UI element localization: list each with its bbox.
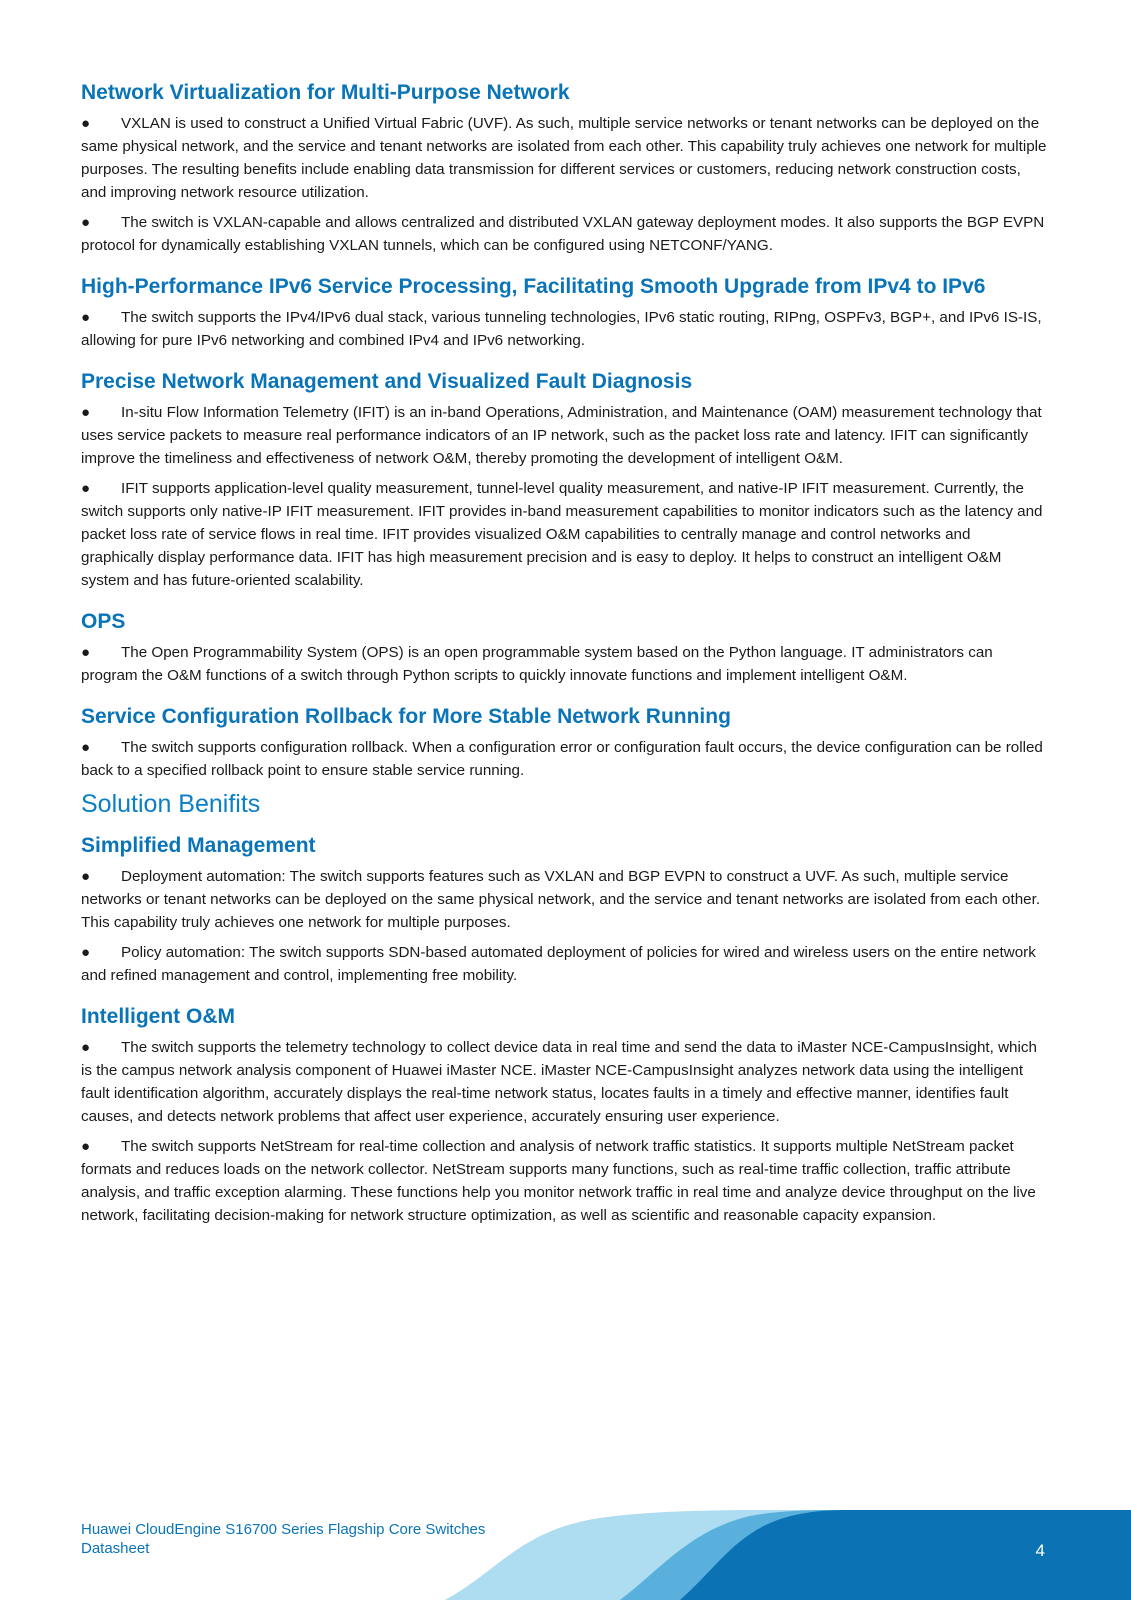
solution-benefits-title: Solution Benifits — [81, 790, 261, 818]
bullet-paragraph: ● The switch is VXLAN-capable and allows centralized and distributed VXLAN gateway deployment modes. It also supports the BGP EVPN protocol for dynamically establishing VXLAN tunnels, which can be configured using NETCONF/YANG. — [81, 211, 1047, 257]
section-intelligent-om — [81, 1004, 1047, 1227]
section-ops — [81, 609, 1047, 687]
section-heading: Simplified Management — [81, 834, 316, 857]
bullet-icon: ● — [81, 404, 91, 421]
bullet-icon: ● — [81, 739, 91, 756]
bullet-paragraph: ● The switch supports configuration rollback. When a configuration error or configuration fault occurs, the device configuration can be rolled back to a specified rollback point to ensure stable service running. — [81, 736, 1047, 782]
section-ipv6 — [81, 274, 1047, 352]
bullet-paragraph: ● VXLAN is used to construct a Unified Virtual Fabric (UVF). As such, multiple service networks or tenant networks can be deployed on the same physical network, and the service and tenant networks are isolated from each other. This capability truly achieves one network for multiple purposes. The resulting benefits include enabling data transmission for different services or customers, reducing network construction costs, and improving network resource utilization. — [81, 112, 1047, 204]
section-simplified-management — [81, 833, 1047, 987]
bullet-icon: ● — [81, 1039, 91, 1056]
section-network-virtualization — [81, 80, 1047, 257]
bullet-icon: ● — [81, 1138, 91, 1155]
section-heading: Intelligent O&M — [81, 1005, 235, 1028]
section-config-rollback — [81, 704, 1047, 782]
section-heading: OPS — [81, 610, 126, 633]
bullet-icon: ● — [81, 214, 91, 231]
bullet-paragraph: ● Policy automation: The switch supports SDN-based automated deployment of policies for wired and wireless users on the entire network and refined management and control, implementing free mobility. — [81, 941, 1047, 987]
bullet-icon: ● — [81, 115, 91, 132]
bullet-icon: ● — [81, 309, 91, 326]
bullet-paragraph: ● The switch supports NetStream for real-time collection and analysis of network traffic statistics. It supports multiple NetStream packet formats and reduces loads on the network collector. NetStream supports many functions, such as real-time traffic collection, traffic attribute analysis, and traffic exception alarming. These functions help you monitor network traffic in real time and analyze device throughput on the live network, facilitating decision-making for network structure optimization, as well as scientific and reasonable capacity expansion. — [81, 1135, 1047, 1227]
bullet-paragraph: ● In-situ Flow Information Telemetry (IFIT) is an in-band Operations, Administration, and Maintenance (OAM) measurement technology that uses service packets to measure real performance indicators of an IP network, such as the packet loss rate and latency. IFIT can significantly improve the timeliness and effectiveness of network O&M, thereby promoting the development of intelligent O&M. — [81, 401, 1047, 470]
section-network-management — [81, 369, 1047, 592]
bullet-paragraph: ● The switch supports the telemetry technology to collect device data in real time and send the data to iMaster NCE-CampusInsight, which is the campus network analysis component of Huawei iMaster NCE. iMaster NCE-CampusInsight analyzes network data using the intelligent fault identification algorithm, accurately displays the real-time network status, locates faults in a timely and effective manner, identifies fault causes, and detects network problems that affect user experience, accurately ensuring user experience. — [81, 1036, 1047, 1128]
bullet-icon: ● — [81, 480, 91, 497]
footer-line-2: Datasheet — [81, 1540, 150, 1557]
footer-line-1: Huawei CloudEngine S16700 Series Flagship Core Switches — [81, 1521, 486, 1538]
bullet-paragraph: ● The Open Programmability System (OPS) is an open programmable system based on the Python language. IT administrators can program the O&M functions of a switch through Python scripts to quickly innovate functions and implement intelligent O&M. — [81, 641, 1047, 687]
section-heading: Precise Network Management and Visualized Fault Diagnosis — [81, 370, 693, 393]
section-heading: High-Performance IPv6 Service Processing, Facilitating Smooth Upgrade from IPv4 to IPv6 — [81, 275, 986, 298]
bullet-paragraph: ● Deployment automation: The switch supports features such as VXLAN and BGP EVPN to construct a UVF. As such, multiple service networks or tenant networks can be deployed on the same physical network, and the service and tenant networks are isolated from each other. This capability truly achieves one network for multiple purposes. — [81, 865, 1047, 934]
footer-document-title — [81, 1520, 485, 1558]
bullet-icon: ● — [81, 644, 91, 661]
document-body — [81, 80, 1047, 1244]
bullet-paragraph: ● The switch supports the IPv4/IPv6 dual stack, various tunneling technologies, IPv6 static routing, RIPng, OSPFv3, BGP+, and IPv6 IS-IS, allowing for pure IPv6 networking and combined IPv4 and IPv6 networking. — [81, 306, 1047, 352]
section-heading: Network Virtualization for Multi-Purpose Network — [81, 81, 570, 104]
bullet-icon: ● — [81, 944, 91, 961]
page-number: 4 — [1035, 1541, 1045, 1560]
bullet-paragraph: ● IFIT supports application-level quality measurement, tunnel-level quality measurement, and native-IP IFIT measurement. Currently, the switch supports only native-IP IFIT measurement. IFIT provides in-band measurement capabilities to monitor indicators such as the latency and packet loss rate of service flows in real time. IFIT provides visualized O&M capabilities to centrally manage and control networks and graphically display performance data. IFIT has high measurement precision and is easy to deploy. It helps to construct an intelligent O&M system and has future-oriented scalability. — [81, 477, 1047, 592]
bullet-icon: ● — [81, 868, 91, 885]
section-heading: Service Configuration Rollback for More Stable Network Running — [81, 705, 731, 728]
